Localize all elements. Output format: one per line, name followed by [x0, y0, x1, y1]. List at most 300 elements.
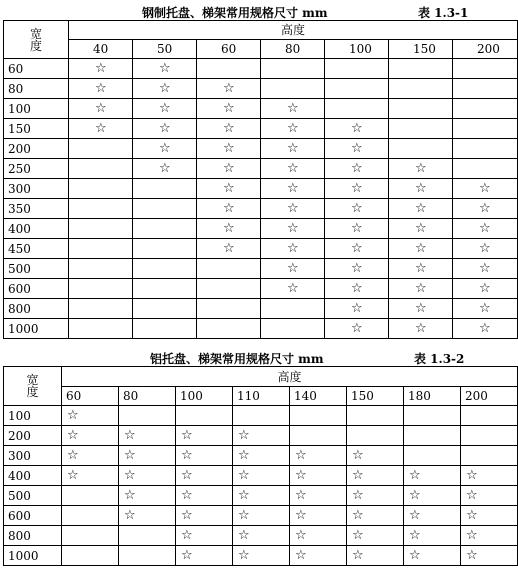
star-icon: ☆	[159, 81, 171, 96]
star-icon: ☆	[295, 448, 307, 463]
size-cell	[261, 319, 325, 339]
star-icon: ☆	[415, 281, 427, 296]
star-icon: ☆	[466, 508, 478, 523]
star-icon: ☆	[124, 468, 136, 483]
star-icon: ☆	[223, 221, 235, 236]
size-cell	[389, 119, 453, 139]
size-cell	[325, 99, 389, 119]
width-cell: 100	[4, 406, 62, 426]
size-cell	[325, 219, 389, 239]
size-cell	[461, 486, 518, 506]
size-cell	[389, 99, 453, 119]
size-cell	[197, 159, 261, 179]
table-row	[4, 299, 518, 319]
size-cell	[325, 299, 389, 319]
size-cell	[347, 546, 404, 566]
height-col-header: 150	[347, 387, 404, 406]
size-cell	[233, 526, 290, 546]
star-icon: ☆	[479, 281, 491, 296]
size-cell	[404, 446, 461, 466]
table-row	[4, 319, 518, 339]
size-cell	[62, 426, 119, 446]
star-icon: ☆	[124, 488, 136, 503]
size-cell	[62, 446, 119, 466]
size-cell	[119, 546, 176, 566]
star-icon: ☆	[124, 448, 136, 463]
size-cell	[347, 446, 404, 466]
size-cell	[176, 446, 233, 466]
size-cell	[389, 319, 453, 339]
height-col-header: 80	[261, 40, 325, 59]
size-cell	[69, 299, 133, 319]
star-icon: ☆	[351, 281, 363, 296]
size-cell	[290, 546, 347, 566]
star-icon: ☆	[67, 428, 79, 443]
size-cell	[453, 279, 518, 299]
width-cell: 250	[4, 159, 69, 179]
height-col-header: 100	[176, 387, 233, 406]
star-icon: ☆	[181, 508, 193, 523]
width-cell: 450	[4, 239, 69, 259]
size-cell	[461, 546, 518, 566]
size-cell	[69, 219, 133, 239]
star-icon: ☆	[181, 468, 193, 483]
star-icon: ☆	[351, 181, 363, 196]
size-cell	[69, 279, 133, 299]
size-cell	[197, 259, 261, 279]
size-cell	[176, 486, 233, 506]
table1-caption	[0, 0, 518, 20]
size-cell	[261, 59, 325, 79]
height-col-header: 80	[119, 387, 176, 406]
size-cell	[261, 259, 325, 279]
size-cell	[347, 406, 404, 426]
size-cell	[453, 239, 518, 259]
star-icon: ☆	[295, 548, 307, 563]
star-icon: ☆	[287, 161, 299, 176]
star-icon: ☆	[479, 181, 491, 196]
size-cell	[347, 506, 404, 526]
size-cell	[404, 546, 461, 566]
size-cell	[347, 466, 404, 486]
star-icon: ☆	[295, 508, 307, 523]
star-icon: ☆	[479, 201, 491, 216]
size-cell	[261, 299, 325, 319]
size-cell	[290, 446, 347, 466]
star-icon: ☆	[479, 301, 491, 316]
star-icon: ☆	[479, 261, 491, 276]
star-icon: ☆	[352, 488, 364, 503]
star-icon: ☆	[287, 201, 299, 216]
star-icon: ☆	[181, 428, 193, 443]
width-header-char-2: 度	[26, 385, 39, 399]
table-row	[4, 199, 518, 219]
size-cell	[69, 59, 133, 79]
size-cell	[461, 446, 518, 466]
width-header-char-1: 宽	[29, 26, 42, 41]
star-icon: ☆	[415, 321, 427, 336]
size-cell	[453, 139, 518, 159]
size-cell	[404, 506, 461, 526]
size-cell	[119, 526, 176, 546]
star-icon: ☆	[95, 121, 107, 136]
star-icon: ☆	[415, 301, 427, 316]
star-icon: ☆	[415, 201, 427, 216]
star-icon: ☆	[409, 488, 421, 503]
star-icon: ☆	[238, 548, 250, 563]
star-icon: ☆	[409, 508, 421, 523]
aluminum-tray-size-table	[3, 366, 518, 566]
height-col-header: 180	[404, 387, 461, 406]
table-row	[4, 159, 518, 179]
size-cell	[261, 119, 325, 139]
size-cell	[404, 466, 461, 486]
size-cell	[176, 546, 233, 566]
size-cell	[62, 486, 119, 506]
size-cell	[261, 199, 325, 219]
size-cell	[453, 259, 518, 279]
size-cell	[119, 426, 176, 446]
steel-tray-size-table	[3, 20, 518, 339]
size-cell	[261, 239, 325, 259]
size-cell	[133, 139, 197, 159]
height-col-header: 200	[461, 387, 518, 406]
star-icon: ☆	[415, 221, 427, 236]
size-cell	[347, 486, 404, 506]
width-cell: 600	[4, 279, 69, 299]
height-group-header: 高度	[69, 21, 518, 40]
size-cell	[62, 526, 119, 546]
size-cell	[133, 279, 197, 299]
star-icon: ☆	[295, 468, 307, 483]
width-cell: 350	[4, 199, 69, 219]
width-cell: 200	[4, 426, 62, 446]
size-cell	[453, 159, 518, 179]
size-cell	[389, 239, 453, 259]
height-col-header: 60	[62, 387, 119, 406]
star-icon: ☆	[466, 488, 478, 503]
size-cell	[62, 466, 119, 486]
star-icon: ☆	[238, 428, 250, 443]
size-cell	[119, 486, 176, 506]
star-icon: ☆	[181, 448, 193, 463]
star-icon: ☆	[351, 241, 363, 256]
size-cell	[389, 59, 453, 79]
width-header-char-2: 度	[29, 38, 42, 53]
star-icon: ☆	[352, 548, 364, 563]
size-cell	[197, 139, 261, 159]
table2-title: 铝托盘、梯架常用规格尺寸 mm	[150, 352, 324, 366]
height-col-header: 140	[290, 387, 347, 406]
size-cell	[347, 526, 404, 546]
size-cell	[261, 179, 325, 199]
width-cell: 500	[4, 486, 62, 506]
size-cell	[389, 199, 453, 219]
star-icon: ☆	[223, 141, 235, 156]
width-header	[4, 367, 62, 406]
size-cell	[62, 506, 119, 526]
size-cell	[325, 199, 389, 219]
size-cell	[197, 319, 261, 339]
star-icon: ☆	[351, 261, 363, 276]
size-cell	[197, 219, 261, 239]
size-cell	[69, 99, 133, 119]
width-cell: 100	[4, 99, 69, 119]
size-cell	[261, 99, 325, 119]
star-icon: ☆	[159, 101, 171, 116]
size-cell	[133, 259, 197, 279]
star-icon: ☆	[466, 468, 478, 483]
table1-number: 表 1.3-1	[418, 6, 469, 20]
size-cell	[461, 526, 518, 546]
star-icon: ☆	[352, 468, 364, 483]
width-header	[4, 21, 69, 59]
size-cell	[119, 406, 176, 426]
size-cell	[69, 139, 133, 159]
star-icon: ☆	[223, 121, 235, 136]
size-cell	[233, 426, 290, 446]
table-row	[4, 486, 518, 506]
size-cell	[325, 139, 389, 159]
height-col-header: 100	[325, 40, 389, 59]
width-cell: 300	[4, 179, 69, 199]
star-icon: ☆	[352, 508, 364, 523]
size-cell	[453, 219, 518, 239]
width-header-char-1: 宽	[26, 373, 39, 387]
size-cell	[453, 179, 518, 199]
width-cell: 60	[4, 59, 69, 79]
size-cell	[119, 466, 176, 486]
star-icon: ☆	[287, 141, 299, 156]
table-row	[4, 446, 518, 466]
star-icon: ☆	[351, 201, 363, 216]
size-cell	[404, 486, 461, 506]
star-icon: ☆	[466, 528, 478, 543]
star-icon: ☆	[181, 548, 193, 563]
size-cell	[261, 279, 325, 299]
size-cell	[453, 319, 518, 339]
size-cell	[261, 219, 325, 239]
star-icon: ☆	[124, 508, 136, 523]
size-cell	[325, 259, 389, 279]
width-cell: 600	[4, 506, 62, 526]
size-cell	[290, 486, 347, 506]
size-cell	[176, 426, 233, 446]
size-cell	[69, 119, 133, 139]
size-cell	[197, 119, 261, 139]
size-cell	[389, 219, 453, 239]
width-cell: 400	[4, 466, 62, 486]
star-icon: ☆	[351, 301, 363, 316]
size-cell	[290, 466, 347, 486]
star-icon: ☆	[238, 468, 250, 483]
size-cell	[119, 506, 176, 526]
star-icon: ☆	[352, 528, 364, 543]
size-cell	[461, 466, 518, 486]
width-cell: 800	[4, 299, 69, 319]
size-cell	[325, 239, 389, 259]
size-cell	[461, 406, 518, 426]
size-cell	[389, 139, 453, 159]
star-icon: ☆	[238, 448, 250, 463]
star-icon: ☆	[295, 528, 307, 543]
star-icon: ☆	[159, 141, 171, 156]
table-row	[4, 406, 518, 426]
size-cell	[69, 179, 133, 199]
height-col-header: 110	[233, 387, 290, 406]
height-col-header: 60	[197, 40, 261, 59]
height-col-header: 200	[453, 40, 518, 59]
star-icon: ☆	[159, 61, 171, 76]
size-cell	[197, 99, 261, 119]
size-cell	[389, 179, 453, 199]
size-cell	[453, 119, 518, 139]
size-cell	[197, 239, 261, 259]
star-icon: ☆	[409, 548, 421, 563]
table-row	[4, 79, 518, 99]
table-row	[4, 526, 518, 546]
size-cell	[197, 79, 261, 99]
table-row	[4, 59, 518, 79]
size-cell	[325, 59, 389, 79]
size-cell	[461, 426, 518, 446]
size-cell	[197, 179, 261, 199]
height-col-header: 50	[133, 40, 197, 59]
star-icon: ☆	[351, 321, 363, 336]
star-icon: ☆	[95, 81, 107, 96]
size-cell	[261, 139, 325, 159]
star-icon: ☆	[95, 61, 107, 76]
width-cell: 800	[4, 526, 62, 546]
size-cell	[389, 79, 453, 99]
star-icon: ☆	[95, 101, 107, 116]
star-icon: ☆	[67, 448, 79, 463]
table-row	[4, 139, 518, 159]
table-row	[4, 506, 518, 526]
size-cell	[197, 299, 261, 319]
width-cell: 80	[4, 79, 69, 99]
size-cell	[389, 279, 453, 299]
width-cell: 300	[4, 446, 62, 466]
width-cell: 150	[4, 119, 69, 139]
size-cell	[461, 506, 518, 526]
size-cell	[176, 526, 233, 546]
star-icon: ☆	[287, 281, 299, 296]
size-cell	[133, 99, 197, 119]
star-icon: ☆	[352, 448, 364, 463]
size-cell	[233, 466, 290, 486]
size-cell	[69, 199, 133, 219]
star-icon: ☆	[351, 121, 363, 136]
size-cell	[176, 406, 233, 426]
size-cell	[133, 159, 197, 179]
size-cell	[404, 406, 461, 426]
star-icon: ☆	[223, 201, 235, 216]
size-cell	[133, 319, 197, 339]
width-cell: 500	[4, 259, 69, 279]
size-cell	[233, 546, 290, 566]
size-cell	[133, 239, 197, 259]
star-icon: ☆	[351, 141, 363, 156]
star-icon: ☆	[159, 121, 171, 136]
table-row	[4, 466, 518, 486]
size-cell	[325, 159, 389, 179]
star-icon: ☆	[409, 528, 421, 543]
star-icon: ☆	[223, 241, 235, 256]
star-icon: ☆	[238, 508, 250, 523]
size-cell	[176, 506, 233, 526]
size-cell	[347, 426, 404, 446]
width-cell: 200	[4, 139, 69, 159]
table2-caption	[0, 346, 518, 366]
size-cell	[325, 279, 389, 299]
table-row	[4, 259, 518, 279]
size-cell	[133, 119, 197, 139]
size-cell	[133, 79, 197, 99]
size-cell	[69, 319, 133, 339]
star-icon: ☆	[223, 101, 235, 116]
size-cell	[69, 239, 133, 259]
star-icon: ☆	[159, 161, 171, 176]
size-cell	[453, 299, 518, 319]
height-col-header: 40	[69, 40, 133, 59]
size-cell	[69, 79, 133, 99]
star-icon: ☆	[479, 241, 491, 256]
star-icon: ☆	[287, 181, 299, 196]
table-row	[4, 99, 518, 119]
size-cell	[325, 319, 389, 339]
size-cell	[119, 446, 176, 466]
star-icon: ☆	[409, 468, 421, 483]
star-icon: ☆	[67, 408, 79, 423]
table-row	[4, 219, 518, 239]
star-icon: ☆	[415, 261, 427, 276]
star-icon: ☆	[67, 468, 79, 483]
size-cell	[404, 426, 461, 446]
star-icon: ☆	[479, 321, 491, 336]
size-cell	[233, 446, 290, 466]
star-icon: ☆	[466, 548, 478, 563]
size-cell	[261, 79, 325, 99]
size-cell	[404, 526, 461, 546]
size-cell	[197, 59, 261, 79]
size-cell	[325, 179, 389, 199]
star-icon: ☆	[415, 161, 427, 176]
table-row	[4, 279, 518, 299]
size-cell	[69, 259, 133, 279]
star-icon: ☆	[415, 241, 427, 256]
height-col-header: 150	[389, 40, 453, 59]
size-cell	[62, 546, 119, 566]
size-cell	[453, 79, 518, 99]
size-cell	[233, 506, 290, 526]
size-cell	[233, 486, 290, 506]
table-row	[4, 239, 518, 259]
width-cell: 400	[4, 219, 69, 239]
table-row	[4, 546, 518, 566]
star-icon: ☆	[181, 488, 193, 503]
width-cell: 1000	[4, 546, 62, 566]
size-cell	[197, 279, 261, 299]
size-cell	[176, 466, 233, 486]
size-cell	[389, 159, 453, 179]
size-cell	[133, 199, 197, 219]
star-icon: ☆	[287, 261, 299, 276]
table-row	[4, 119, 518, 139]
star-icon: ☆	[287, 101, 299, 116]
size-cell	[325, 79, 389, 99]
star-icon: ☆	[124, 428, 136, 443]
